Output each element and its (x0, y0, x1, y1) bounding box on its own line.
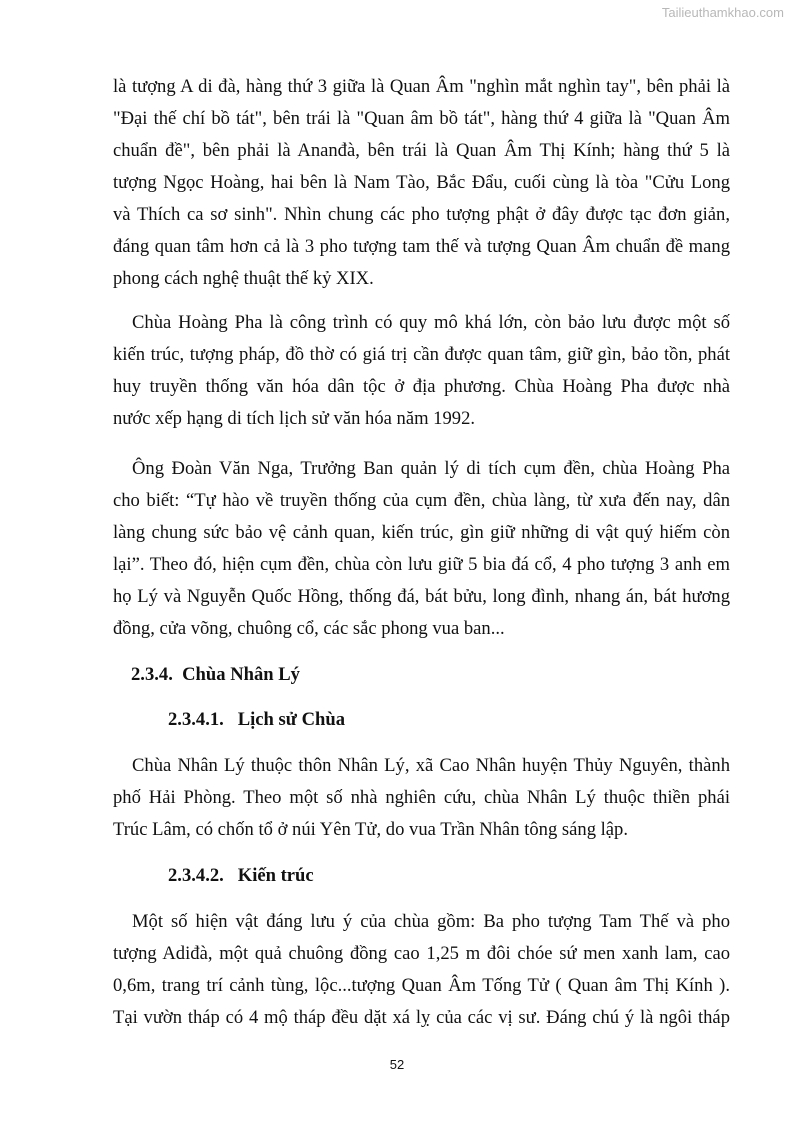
heading-2-3-4: 2.3.4. Chùa Nhân Lý (131, 664, 300, 685)
text-line: là tượng A di đà, hàng thứ 3 giữa là Quan Âm "nghìn mắt nghìn tay", bên phải là (113, 76, 730, 97)
page-number: 52 (389, 1057, 405, 1072)
text-line: đồng, cửa võng, chuông cổ, các sắc phong vua ban... (113, 618, 505, 639)
text-line: phố Hải Phòng. Theo một số nhà nghiên cứu, chùa Nhân Lý thuộc thiền phái (113, 787, 730, 808)
text-line: chuẩn đề", bên phải là Ananđà, bên trái là Quan Âm Thị Kính; hàng thứ 5 là (113, 140, 730, 161)
paragraph-1 (113, 71, 730, 295)
text-line: Trúc Lâm, có chốn tổ ở núi Yên Tử, do vua Trần Nhân tông sáng lập. (113, 819, 629, 840)
heading-2-3-4-2: 2.3.4.2. Kiến trúc (168, 865, 314, 886)
watermark: Tailieuthamkhao.com (661, 5, 784, 20)
paragraph-2 (113, 307, 730, 435)
text-line: Chùa Nhân Lý thuộc thôn Nhân Lý, xã Cao Nhân huyện Thủy Nguyên, thành (132, 755, 730, 776)
text-line: Tại vườn tháp có 4 mộ tháp đều dặt xá lỵ của các vị sư. Đáng chú ý là ngôi tháp (113, 1007, 730, 1028)
text-line: Chùa Hoàng Pha là công trình có quy mô khá lớn, còn bảo lưu được một số (132, 312, 730, 333)
text-line: và Thích ca sơ sinh". Nhìn chung các pho tượng phật ở đây được tạc đơn giản, (113, 204, 730, 225)
text-line: Một số hiện vật đáng lưu ý của chùa gồm: Ba pho tượng Tam Thế và pho (132, 911, 730, 932)
paragraph-4 (113, 750, 730, 846)
text-line: huy truyền thống văn hóa dân tộc ở địa phương. Chùa Hoàng Pha được nhà (113, 376, 730, 397)
text-line: làng chung sức bảo vệ cảnh quan, kiến trúc, gìn giữ những di vật quý hiếm còn (113, 522, 730, 543)
text-line: cho biết: “Tự hào về truyền thống của cụm đền, chùa làng, từ xưa đến nay, dân (113, 490, 730, 511)
text-line: họ Lý và Nguyễn Quốc Hồng, thống đá, bát bửu, long đình, nhang án, bát hương (113, 586, 730, 607)
text-line: phong cách nghệ thuật thế kỷ XIX. (113, 268, 374, 289)
text-line: lại”. Theo đó, hiện cụm đền, chùa còn lưu giữ 5 bia đá cổ, 4 pho tượng 3 anh em (113, 554, 730, 575)
text-line: kiến trúc, tượng pháp, đồ thờ có giá trị cần được quan tâm, giữ gìn, bảo tồn, phát (113, 344, 730, 365)
text-line: Ông Đoàn Văn Nga, Trưởng Ban quản lý di tích cụm đền, chùa Hoàng Pha (132, 458, 730, 479)
text-line: nước xếp hạng di tích lịch sử văn hóa năm 1992. (113, 408, 476, 429)
text-line: 0,6m, trang trí cảnh tùng, lộc...tượng Quan Âm Tống Tử ( Quan âm Thị Kính ). (113, 975, 730, 996)
text-line: tượng Adiđà, một quả chuông đồng cao 1,25 m đôi chóe sứ men xanh lam, cao (113, 943, 730, 964)
heading-2-3-4-1: 2.3.4.1. Lịch sử Chùa (168, 709, 345, 730)
text-line: "Đại thế chí bồ tát", bên trái là "Quan âm bồ tát", hàng thứ 4 giữa là "Quan Âm (113, 108, 730, 129)
text-line: đáng quan tâm hơn cả là 3 pho tượng tam thế và tượng Quan Âm chuẩn đề mang (113, 236, 730, 257)
text-line: tượng Ngọc Hoàng, hai bên là Nam Tào, Bắc Đẩu, cuối cùng là tòa "Cửu Long (113, 172, 730, 193)
paragraph-5 (113, 906, 730, 1034)
paragraph-3 (113, 453, 730, 645)
